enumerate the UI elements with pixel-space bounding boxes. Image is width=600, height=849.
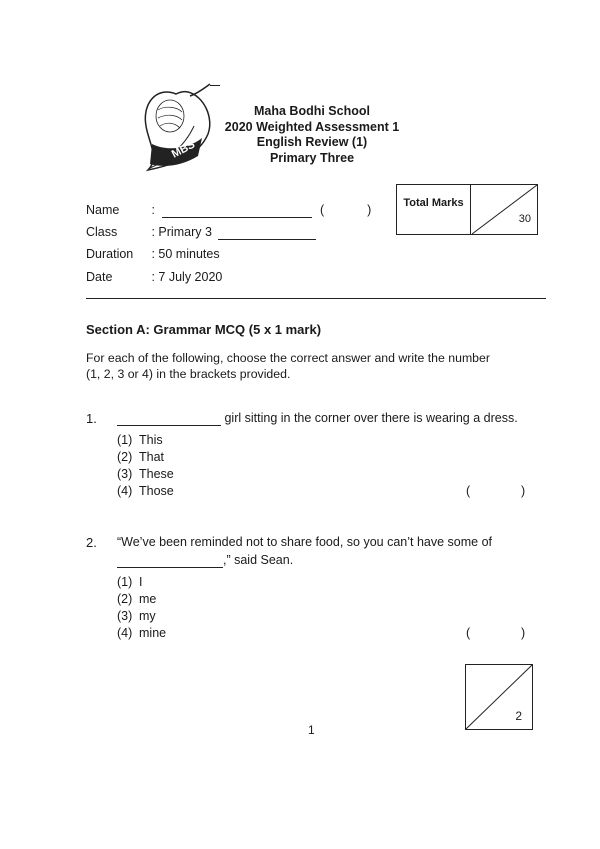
question-2-number: 2. <box>86 535 97 550</box>
q1-answer-space[interactable] <box>476 482 520 500</box>
register-bracket-open: ( <box>319 203 325 217</box>
class-value: : Primary 3 <box>151 225 212 239</box>
q2-option-3 <box>117 609 156 623</box>
q1-option-3 <box>117 467 174 481</box>
duration-label: Duration <box>86 247 134 261</box>
q1-answer-bracket-open: ( <box>466 484 471 498</box>
name-label: Name <box>86 203 120 217</box>
question-1-number: 1. <box>86 411 97 426</box>
class-row <box>86 225 316 240</box>
q1-option-4-num: (4) <box>117 484 133 498</box>
class-blank[interactable] <box>218 225 316 240</box>
question-2-stem-line-2 <box>117 553 293 568</box>
q2-option-1-text: I <box>139 575 143 589</box>
q2-answer-bracket-open: ( <box>466 626 471 640</box>
instructions-line-1: For each of the following, choose the correct answer and write the number <box>86 351 490 365</box>
q1-option-1-num: (1) <box>117 433 133 447</box>
date-value: : 7 July 2020 <box>151 270 223 284</box>
page-marks-diagonal <box>466 665 532 729</box>
school-name: Maha Bodhi School <box>254 104 370 118</box>
q2-option-3-text: my <box>139 609 156 623</box>
duration-row <box>86 247 220 261</box>
level-title: Primary Three <box>269 150 355 165</box>
total-marks-label: Total Marks <box>397 185 471 234</box>
q1-option-3-num: (3) <box>117 467 133 481</box>
subject-title: English Review (1) <box>256 135 368 149</box>
q2-option-4 <box>117 626 166 640</box>
question-1-text: girl sitting in the corner over there is wearing a dress. <box>224 411 518 425</box>
q1-option-1-text: This <box>139 433 163 447</box>
date-label: Date <box>86 270 113 284</box>
register-bracket-close: ) <box>367 203 372 217</box>
class-label: Class <box>86 225 118 239</box>
q1-option-2 <box>117 450 164 464</box>
total-marks-box <box>396 184 538 235</box>
q2-option-2 <box>117 592 156 606</box>
page-number: 1 <box>308 723 315 737</box>
question-2-blank[interactable] <box>117 553 223 568</box>
q1-option-4-text: Those <box>139 484 174 498</box>
instructions-line-2: (1, 2, 3 or 4) in the brackets provided. <box>86 367 291 381</box>
q2-answer-bracket-close: ) <box>521 626 526 640</box>
header-divider <box>86 298 546 299</box>
q1-option-1 <box>117 433 163 447</box>
q2-option-1-num: (1) <box>117 575 133 589</box>
q1-option-2-num: (2) <box>117 450 133 464</box>
assessment-title: 2020 Weighted Assessment 1 <box>224 119 400 134</box>
q1-answer-bracket-close: ) <box>521 484 526 498</box>
q2-answer-space[interactable] <box>476 624 520 642</box>
q2-option-4-num: (4) <box>117 626 133 640</box>
name-row <box>86 203 371 218</box>
duration-value: : 50 minutes <box>151 247 220 261</box>
q2-option-1 <box>117 575 142 589</box>
page-marks-box <box>465 664 533 730</box>
name-colon: : <box>151 203 155 217</box>
q2-option-4-text: mine <box>139 626 167 640</box>
q1-option-3-text: These <box>139 467 174 481</box>
question-2-text-line-2: ,” said Sean. <box>223 553 294 567</box>
question-2-text-line-1: “We’ve been reminded not to share food, so you can’t have some of <box>117 535 492 549</box>
q2-option-3-num: (3) <box>117 609 133 623</box>
section-title: Section A: Grammar MCQ (5 x 1 mark) <box>86 322 322 337</box>
question-1-blank[interactable] <box>117 411 221 426</box>
total-marks-value: 30 <box>518 213 531 225</box>
question-1-stem <box>117 411 518 426</box>
document-header <box>200 104 424 166</box>
q1-option-2-text: That <box>139 450 165 464</box>
date-row <box>86 270 222 284</box>
page-marks-value: 2 <box>515 709 522 723</box>
marks-diagonal <box>472 185 537 234</box>
q2-option-2-num: (2) <box>117 592 133 606</box>
q1-option-4 <box>117 484 174 498</box>
q2-option-2-text: me <box>139 592 157 606</box>
name-blank[interactable] <box>162 203 312 218</box>
logo-text: MBS <box>169 138 197 161</box>
